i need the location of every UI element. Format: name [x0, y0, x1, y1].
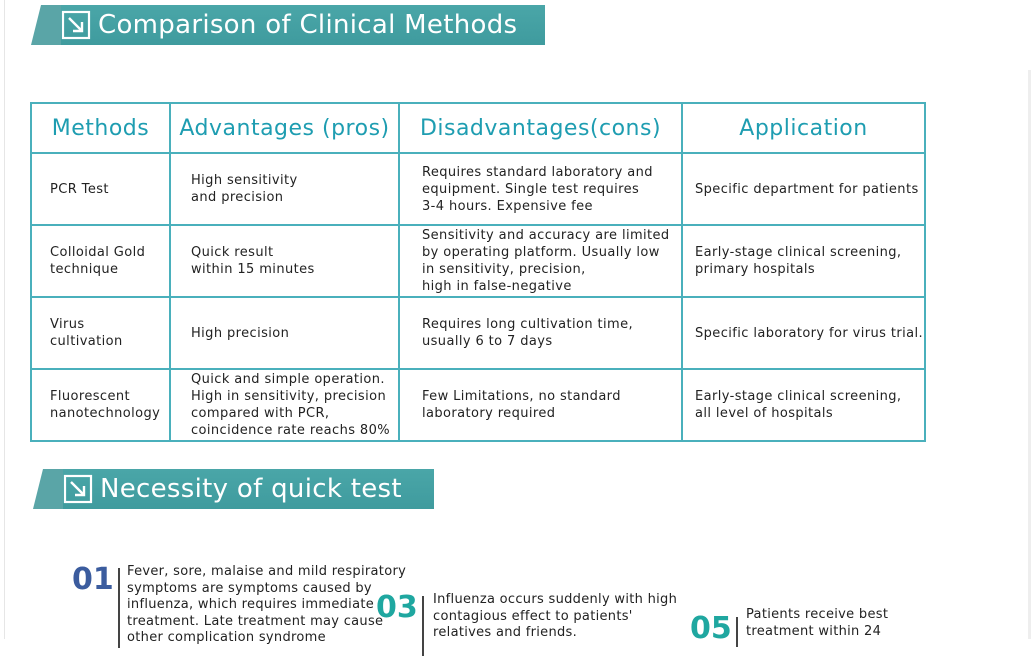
banner-bar [61, 5, 545, 45]
cell-advantages [170, 225, 399, 297]
list-item-03 [376, 592, 696, 652]
text-line: treatment. Late treatment may cause [127, 613, 384, 629]
text-line: symptoms are symptoms caused by [127, 580, 372, 596]
cell-line: Early-stage clinical screening, [695, 245, 902, 260]
cell-line: primary hospitals [695, 262, 816, 277]
arrow-box-icon [63, 474, 93, 504]
cell-disadvantages [399, 225, 682, 297]
cell-application [682, 225, 925, 297]
item-number: 01 [72, 562, 114, 597]
cell-line: usually 6 to 7 days [422, 334, 553, 349]
text-line: influenza, which requires immediate [127, 597, 375, 612]
cell-advantages [170, 153, 399, 225]
cell-line: Requires standard laboratory and [422, 164, 653, 180]
section-title: Necessity of quick test [100, 474, 402, 504]
cell-line: Specific department for patients [695, 181, 919, 197]
item-text [746, 607, 888, 640]
cell-line: all level of hospitals [695, 406, 834, 421]
cell-disadvantages [399, 153, 682, 225]
comparison-table [30, 102, 926, 442]
section-title: Comparison of Clinical Methods [98, 10, 518, 40]
cell-line: laboratory required [422, 406, 556, 421]
item-text [433, 592, 677, 642]
item-text [127, 564, 406, 647]
text-line: Patients receive best [746, 607, 889, 622]
cell-line: by operating platform. Usually low [422, 245, 660, 260]
cell-line: equipment. Single test requires [422, 181, 640, 197]
cell-line: within 15 minutes [191, 262, 315, 277]
cell-line: Early-stage clinical screening, [695, 389, 902, 404]
section-banner-comparison [31, 5, 545, 45]
cell-line: High in sensitivity, precision [191, 389, 387, 404]
item-divider [422, 596, 424, 656]
table-row [31, 225, 925, 297]
cell-method [31, 369, 170, 441]
cell-disadvantages [399, 297, 682, 369]
banner-bar [63, 469, 434, 509]
cell-method [31, 153, 170, 225]
list-item-01 [72, 564, 412, 644]
cell-line: nanotechnology [50, 406, 161, 421]
text-line: treatment within 24 [746, 623, 882, 639]
table-row [31, 369, 925, 441]
section-banner-necessity [33, 469, 434, 509]
item-divider [736, 617, 738, 647]
header-disadvantages: Disadvantages(cons) [399, 103, 682, 153]
cell-line: 3-4 hours. Expensive fee [422, 198, 593, 214]
item-number: 03 [376, 590, 418, 625]
page-edge-line [4, 0, 5, 639]
cell-line: and precision [191, 190, 284, 205]
list-item-05 [690, 607, 930, 647]
header-advantages: Advantages (pros) [170, 103, 399, 153]
cell-advantages [170, 369, 399, 441]
text-line: Fever, sore, malaise and mild respiratory [127, 564, 407, 579]
text-line: relatives and friends. [433, 625, 578, 640]
cell-line: High precision [191, 325, 290, 341]
cell-line: compared with PCR, [191, 406, 330, 421]
cell-line: High sensitivity [191, 173, 298, 188]
banner-tail [31, 5, 61, 45]
text-line: Influenza occurs suddenly with high [433, 592, 678, 607]
cell-line: in sensitivity, precision, [422, 262, 586, 277]
cell-line: Requires long cultivation time, [422, 317, 634, 332]
header-methods: Methods [31, 103, 170, 153]
table-row [31, 297, 925, 369]
cell-method [31, 225, 170, 297]
cell-advantages [170, 297, 399, 369]
cell-disadvantages [399, 369, 682, 441]
cell-application [682, 297, 925, 369]
table-row [31, 153, 925, 225]
table-header-row [31, 103, 925, 153]
cell-application [682, 153, 925, 225]
item-number: 05 [690, 611, 732, 646]
cell-line: PCR Test [50, 181, 109, 197]
cell-line: Virus [50, 317, 85, 332]
cell-line: Few Limitations, no standard [422, 389, 621, 404]
cell-line: high in false-negative [422, 279, 572, 294]
cell-line: coincidence rate reachs 80% [191, 423, 391, 438]
cell-line: Sensitivity and accuracy are limited [422, 228, 670, 243]
cell-line: Quick and simple operation. [191, 372, 385, 387]
cell-method [31, 297, 170, 369]
cell-line: Specific laboratory for virus trial. [695, 325, 924, 341]
arrow-box-icon [61, 10, 91, 40]
cell-line: Colloidal Gold [50, 245, 146, 260]
text-line: contagious effect to patients' [433, 608, 633, 624]
banner-tail [33, 469, 63, 509]
cell-line: Quick result [191, 245, 274, 260]
cell-application [682, 369, 925, 441]
cell-line: technique [50, 262, 119, 277]
cell-line: cultivation [50, 334, 123, 349]
cell-line: Fluorescent [50, 389, 130, 404]
text-line: other complication syndrome [127, 630, 326, 645]
header-application: Application [682, 103, 925, 153]
item-divider [118, 568, 120, 648]
